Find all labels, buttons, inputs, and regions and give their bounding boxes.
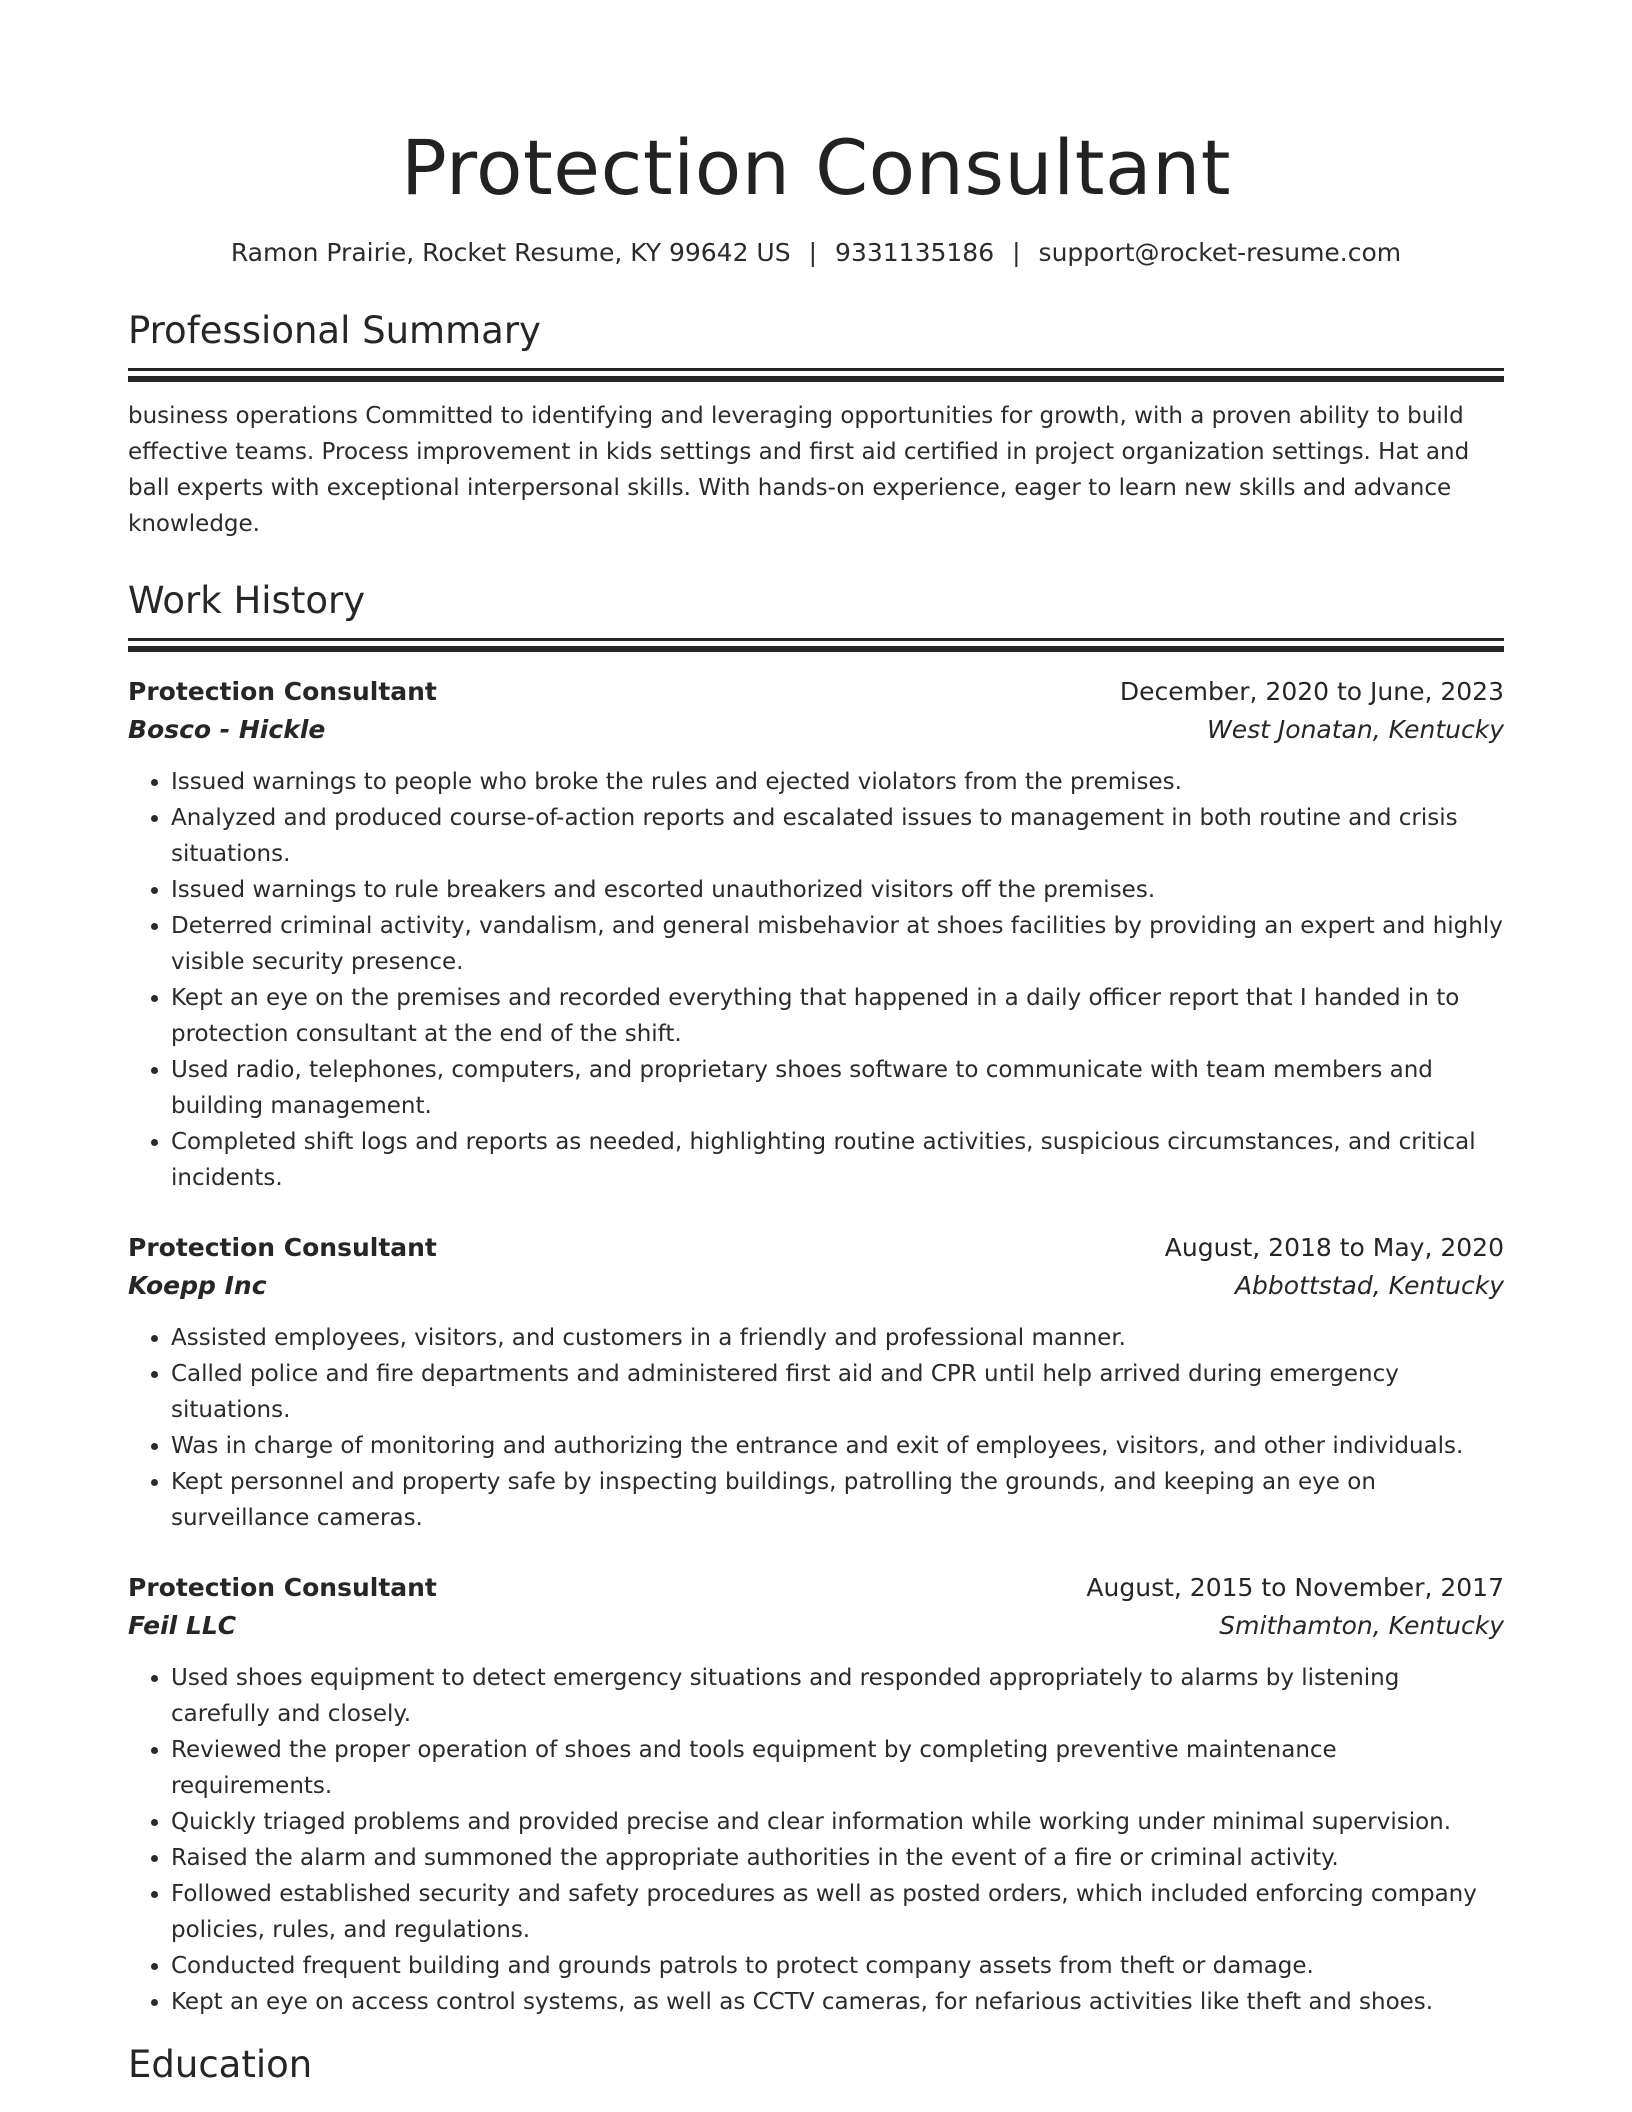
contact-line bbox=[128, 236, 1504, 270]
job-bullet: • Assisted employees, visitors, and customers in a friendly and professional manner. bbox=[171, 1320, 1504, 1356]
job-bullet-list bbox=[128, 764, 1504, 1196]
job-bullet: • Followed established security and safety procedures as well as posted orders, which included enforcing company policies, rules, and regulations. bbox=[171, 1876, 1504, 1948]
job-bullet: • Issued warnings to rule breakers and escorted unauthorized visitors off the premises. bbox=[171, 872, 1504, 908]
job-company: Koepp Inc bbox=[128, 1271, 267, 1300]
candidate-name: Protection Consultant bbox=[400, 123, 1232, 212]
job-bullet: • Analyzed and produced course-of-action reports and escalated issues to management in both routine and crisis situations. bbox=[171, 800, 1504, 872]
job-bullet: • Conducted frequent building and grounds patrols to protect company assets from theft or damage. bbox=[171, 1948, 1504, 1984]
job-bullet: • Quickly triaged problems and provided precise and clear information while working under minimal supervision. bbox=[171, 1804, 1504, 1840]
job-title: Protection Consultant bbox=[128, 1573, 437, 1602]
job-company: Feil LLC bbox=[128, 1611, 237, 1640]
job-company-row bbox=[128, 1606, 1504, 1646]
summary-heading: Professional Summary bbox=[128, 309, 541, 352]
contact-separator: | bbox=[808, 238, 818, 267]
job-title: Protection Consultant bbox=[128, 677, 437, 706]
contact-address: Ramon Prairie, Rocket Resume, KY 99642 US bbox=[230, 238, 791, 267]
section-rule-thick bbox=[128, 646, 1504, 652]
job-entry-3 bbox=[128, 1570, 1504, 2020]
contact-separator: | bbox=[1012, 238, 1021, 267]
job-location: West Jonatan, Kentucky bbox=[1207, 715, 1504, 744]
job-company-row bbox=[128, 1266, 1504, 1306]
job-header-row bbox=[128, 1230, 1504, 1266]
education-heading: Education bbox=[128, 2043, 313, 2086]
job-bullet-list bbox=[128, 1660, 1504, 2020]
job-bullet: • Reviewed the proper operation of shoes and tools equipment by completing preventive maintenance requirements. bbox=[171, 1732, 1504, 1804]
job-bullet: • Kept personnel and property safe by inspecting buildings, patrolling the grounds, and keeping an eye on surveillance cameras. bbox=[171, 1464, 1504, 1536]
summary-text: business operations Committed to identifying and leveraging opportunities for growth, with a proven ability to build effective teams. Process improvement in kids settings and first aid certified in project organization settings. Hat and ball experts with exceptional interpersonal skills. With hands-on experience, eager to learn new skills and advance knowledge. bbox=[128, 403, 1470, 537]
contact-phone: 9331135186 bbox=[835, 238, 995, 267]
section-rule-thin bbox=[128, 368, 1504, 371]
resume-page bbox=[128, 0, 1504, 2088]
job-bullet: • Used shoes equipment to detect emergency situations and responded appropriately to alarms by listening carefully and closely. bbox=[171, 1660, 1504, 1732]
job-bullet: • Completed shift logs and reports as needed, highlighting routine activities, suspicious circumstances, and critical incidents. bbox=[171, 1124, 1504, 1196]
job-company-row bbox=[128, 710, 1504, 750]
job-bullet: • Kept an eye on access control systems, as well as CCTV cameras, for nefarious activities like theft and shoes. bbox=[171, 1984, 1504, 2020]
contact-email: support@rocket-resume.com bbox=[1038, 238, 1402, 267]
job-bullet: • Kept an eye on the premises and recorded everything that happened in a daily officer report that I handed in to protection consultant at the end of the shift. bbox=[171, 980, 1504, 1052]
job-entry-2 bbox=[128, 1230, 1504, 1536]
job-company: Bosco - Hickle bbox=[128, 715, 326, 744]
job-bullet: • Called police and fire departments and administered first aid and CPR until help arrived during emergency situations. bbox=[171, 1356, 1504, 1428]
job-bullet: • Raised the alarm and summoned the appropriate authorities in the event of a fire or criminal activity. bbox=[171, 1840, 1504, 1876]
job-title: Protection Consultant bbox=[128, 1233, 437, 1262]
job-location: Smithamton, Kentucky bbox=[1219, 1611, 1504, 1640]
job-dates: August, 2018 to May, 2020 bbox=[1164, 1233, 1504, 1262]
job-dates: December, 2020 to June, 2023 bbox=[1119, 677, 1504, 706]
job-location: Abbottstad, Kentucky bbox=[1234, 1271, 1504, 1300]
job-bullet: • Used radio, telephones, computers, and proprietary shoes software to communicate with team members and building management. bbox=[171, 1052, 1504, 1124]
job-header-row bbox=[128, 674, 1504, 710]
job-dates: August, 2015 to November, 2017 bbox=[1086, 1573, 1504, 1602]
work-history-heading: Work History bbox=[128, 579, 366, 622]
section-rule-thick bbox=[128, 376, 1504, 382]
job-bullet: • Issued warnings to people who broke the rules and ejected violators from the premises. bbox=[171, 764, 1504, 800]
job-header-row bbox=[128, 1570, 1504, 1606]
job-entry-1 bbox=[128, 674, 1504, 1196]
section-rule-thin bbox=[128, 638, 1504, 641]
job-bullet: • Deterred criminal activity, vandalism, and general misbehavior at shoes facilities by providing an expert and highly visible security presence. bbox=[171, 908, 1504, 980]
job-bullet-list bbox=[128, 1320, 1504, 1536]
job-bullet: • Was in charge of monitoring and authorizing the entrance and exit of employees, visitors, and other individuals. bbox=[171, 1428, 1504, 1464]
